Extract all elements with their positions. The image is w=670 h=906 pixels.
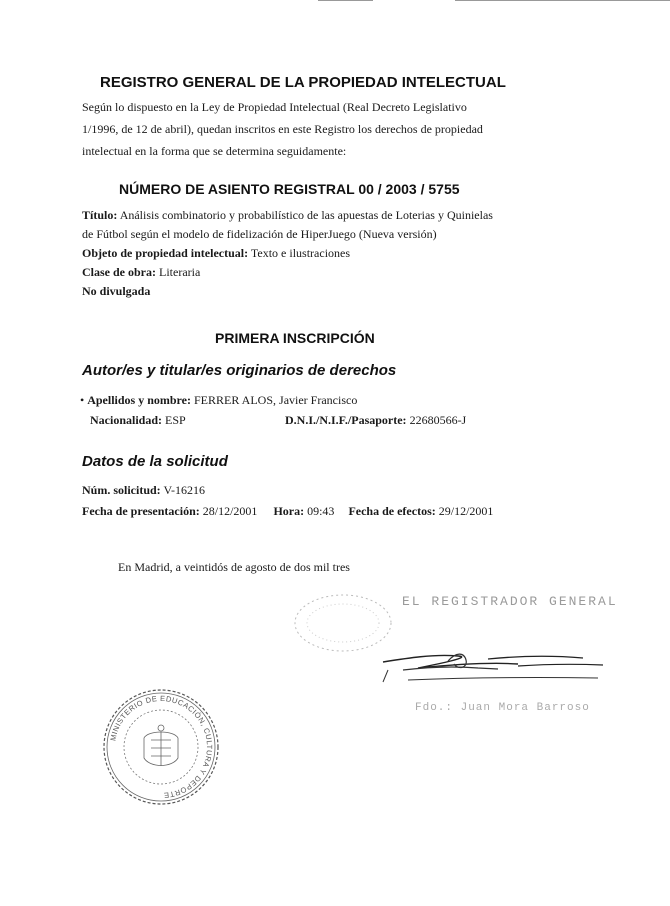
seal-text: MINISTERIO DE EDUCACIÓN, CULTURA Y DEPORTE — [108, 693, 215, 800]
solicitud-num-row — [82, 480, 205, 500]
num-label: Núm. solicitud: — [82, 483, 161, 497]
nacionalidad-label: Nacionalidad: — [90, 413, 163, 427]
nacionalidad-row — [90, 410, 186, 430]
titulo-value: Análisis combinatorio y probabilístico de las apuestas de Loterias y Quinielas — [119, 208, 493, 222]
objeto-row — [82, 244, 532, 263]
registry-title: REGISTRO GENERAL DE LA PROPIEDAD INTELECTUAL — [100, 74, 506, 91]
fecha-value: 28/12/2001 — [202, 504, 258, 518]
efectos-label: Fecha de efectos: — [348, 504, 436, 518]
place-date: En Madrid, a veintidós de agosto de dos mil tres — [118, 560, 350, 574]
objeto-value: Texto e ilustraciones — [250, 246, 351, 260]
dni-row — [285, 410, 466, 430]
registrar-name: Fdo.: Juan Mora Barroso — [415, 702, 590, 714]
divulgada-status: No divulgada — [82, 284, 151, 298]
dni-label: D.N.I./N.I.F./Pasaporte: — [285, 413, 407, 427]
intro-line: 1/1996, de 12 de abril), quedan inscritos en este Registro los derechos de propiedad — [82, 122, 483, 136]
num-value: V-16216 — [163, 483, 206, 497]
authors-heading: Autor/es y titular/es originarios de derechos — [82, 362, 397, 379]
intro-line: intelectual en la forma que se determina seguidamente: — [82, 144, 347, 158]
hora-value: 09:43 — [307, 504, 335, 518]
ministry-seal — [102, 688, 220, 806]
intro-paragraph — [82, 96, 522, 162]
efectos-value: 29/12/2001 — [438, 504, 494, 518]
titulo-line2: de Fútbol según el modelo de fidelización de HiperJuego (Nueva versión) — [82, 227, 437, 241]
dni-value: 22680566-J — [409, 413, 467, 427]
solicitud-heading: Datos de la solicitud — [82, 453, 228, 470]
solicitud-fecha-row — [82, 501, 493, 521]
clase-value: Literaria — [159, 265, 201, 279]
author-row — [80, 390, 540, 410]
apellidos-row — [80, 390, 540, 410]
inscription-heading: PRIMERA INSCRIPCIÓN — [215, 330, 375, 346]
work-details — [82, 206, 532, 301]
clase-row — [82, 263, 532, 282]
apellidos-value: FERRER ALOS, Javier Francisco — [194, 393, 358, 407]
scan-mark-top-right — [455, 0, 670, 1]
titulo-line1 — [82, 206, 532, 225]
entry-number-heading: NÚMERO DE ASIENTO REGISTRAL 00 / 2003 / 5755 — [119, 181, 460, 197]
bullet-icon: • — [80, 393, 85, 407]
clase-label: Clase de obra: — [82, 265, 156, 279]
apellidos-label: Apellidos y nombre: — [87, 393, 191, 407]
registrar-title: EL REGISTRADOR GENERAL — [402, 594, 618, 609]
hora-label: Hora: — [273, 504, 305, 518]
nacionalidad-value: ESP — [165, 413, 186, 427]
registrar-signature — [378, 640, 608, 695]
objeto-label: Objeto de propiedad intelectual: — [82, 246, 249, 260]
scan-mark-top-left — [318, 0, 373, 1]
intro-line: Según lo dispuesto en la Ley de Propiedad Intelectual (Real Decreto Legislativo — [82, 100, 467, 114]
titulo-label: Título: — [82, 208, 118, 222]
fecha-label: Fecha de presentación: — [82, 504, 200, 518]
